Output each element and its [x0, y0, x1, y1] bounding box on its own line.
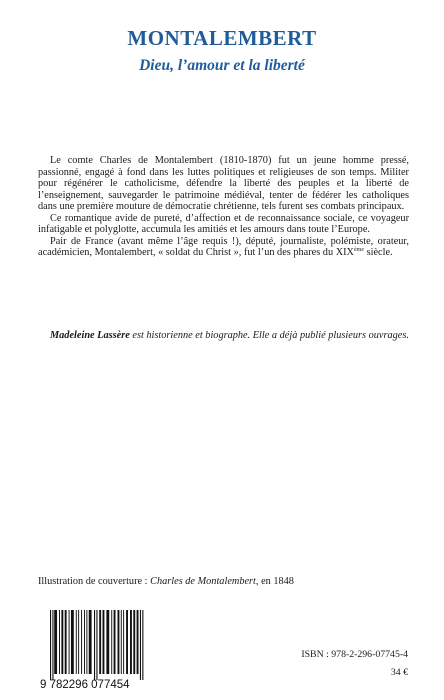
blurb-paragraph-3	[38, 236, 409, 259]
barcode-bar	[76, 610, 77, 674]
barcode-bar	[111, 610, 112, 674]
blurb-paragraph-2: Ce romantique avide de pureté, d’affection et de reconnaissance sociale, ce voyageur infatigable et polyglotte, accumula les amitiés et les amours dans toute l’Europe.	[38, 212, 409, 235]
barcode	[40, 608, 171, 692]
barcode-bar	[69, 610, 70, 674]
barcode-bar	[59, 610, 60, 674]
cover-credit-prefix: Illustration de couverture :	[38, 576, 151, 587]
blurb-paragraph-1: Le comte Charles de Montalembert (1810-1870) fut un jeune homme pressé, passionné, engagé à fond dans les luttes politiques et religieuses de son temps. Militer pour régénérer le catholicisme, défendre la liberté des peuples et la liberté de l’enseignement, sauvegarder le patrimoine médiéval, tenter de fédérer les catholiques dans une première mouture de démocratie chrétienne, tels furent ses combats principaux.	[38, 155, 409, 212]
barcode-bar	[61, 610, 63, 674]
barcode-bar	[123, 610, 124, 674]
barcode-bar	[126, 610, 128, 674]
barcode-digits: 9 782296 077454	[40, 679, 130, 691]
price: 34 €	[390, 667, 408, 678]
book-title: MONTALEMBERT	[127, 26, 317, 50]
barcode-guard-bar	[142, 610, 143, 680]
barcode-bar	[118, 610, 120, 674]
cover-credit-suffix: , en 1848	[255, 576, 294, 587]
author-bio: est historienne et biographe. Elle a déjà publié plusieurs ouvrages.	[129, 330, 409, 341]
barcode-guard-bar	[94, 610, 95, 680]
barcode-bar	[137, 610, 139, 674]
back-cover-blurb	[38, 155, 409, 259]
barcode-bar	[65, 610, 67, 674]
barcode-bar	[81, 610, 82, 674]
barcode-bar	[106, 610, 109, 674]
barcode-bar	[114, 610, 116, 674]
barcode-bar	[71, 610, 74, 674]
barcode-bar	[121, 610, 122, 674]
barcode-graphic	[40, 608, 171, 692]
century-superscript: ème	[354, 247, 364, 253]
barcode-bar	[99, 610, 101, 674]
barcode-guard-bar	[52, 610, 53, 680]
isbn: ISBN : 978-2-296-07745-4	[301, 649, 408, 660]
cover-illustration-credit	[38, 576, 294, 588]
barcode-bar	[86, 610, 87, 674]
cover-credit-work: Charles de Montalembert	[150, 576, 256, 587]
book-subtitle: Dieu, l’amour et la liberté	[139, 57, 305, 74]
barcode-bar	[54, 610, 57, 674]
barcode-guard-bar	[140, 610, 141, 680]
barcode-bar	[78, 610, 79, 674]
barcode-bar	[103, 610, 105, 674]
blurb-paragraph-3-text: Pair de France (avant même l’âge requis !), député, journaliste, polémiste, orateur, académicien, Montalembert, « soldat du Christ », fut l’un des phares du	[38, 235, 409, 258]
barcode-guard-bar	[50, 610, 51, 680]
barcode-bar	[133, 610, 135, 674]
blurb-paragraph-3-end: siècle.	[364, 247, 393, 258]
barcode-bar	[84, 610, 85, 674]
barcode-guard-bar	[96, 610, 97, 680]
author-name: Madeleine Lassère	[50, 330, 130, 341]
barcode-bar	[130, 610, 132, 674]
century-roman: XIX	[335, 247, 354, 258]
barcode-bar	[89, 610, 92, 674]
author-note	[38, 330, 409, 342]
